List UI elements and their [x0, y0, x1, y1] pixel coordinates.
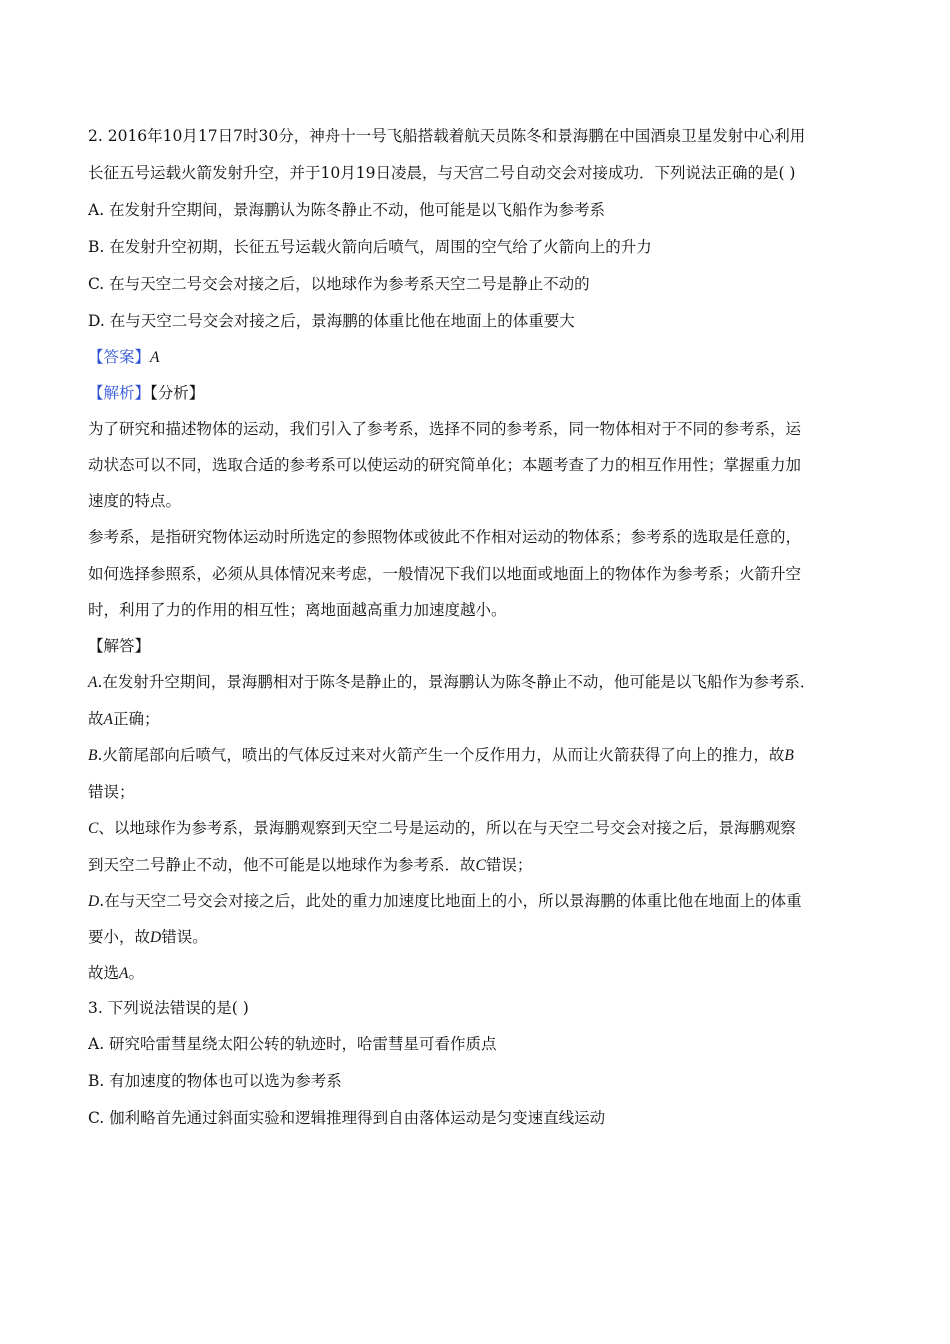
- q2-option-b: B. 在发射升空初期，长征五号运载火箭向后喷气，周围的空气给了火箭向上的升力: [88, 238, 652, 256]
- analysis-sub-label: 【分析】: [150, 384, 205, 402]
- answer-value: A: [150, 349, 160, 366]
- sol-d2-letter: D: [150, 929, 162, 946]
- sol-b-letter: B: [88, 747, 98, 764]
- answer-label: 【答案】: [88, 348, 151, 366]
- q2-option-c: C. 在与天空二号交会对接之后，以地球作为参考系天空二号是静止不动的: [88, 275, 590, 293]
- solution-a-line1: [88, 672, 815, 693]
- final-pre: 故选: [88, 964, 120, 982]
- solution-a-line2: [88, 709, 160, 730]
- analysis-para1-line1: 为了研究和描述物体的运动，我们引入了参考系，选择不同的参考系，同一物体相对于不同的参考系，运: [88, 420, 802, 438]
- sol-c-letter: C: [88, 820, 99, 837]
- solution-b-line2: 错误；: [88, 783, 135, 801]
- analysis-label: 【解析】: [88, 384, 151, 402]
- q3-option-b: B. 有加速度的物体也可以选为参考系: [88, 1072, 342, 1090]
- solution-c-line2: [88, 855, 532, 876]
- q2-option-a: A. 在发射升空期间，景海鹏认为陈冬静止不动，他可能是以飞船作为参考系: [88, 201, 606, 219]
- final-letter: A: [119, 965, 129, 982]
- solution-d-line2: [88, 927, 208, 948]
- q3-option-c: C. 伽利略首先通过斜面实验和逻辑推理得到自由落体运动是匀变速直线运动: [88, 1109, 606, 1127]
- sol-a2-post: 正确；: [112, 710, 160, 728]
- sol-a2-pre: 故: [88, 710, 104, 728]
- sol-d-letter: D: [88, 893, 100, 910]
- sol-b-end-letter: B: [784, 747, 794, 764]
- final-choice: [88, 963, 144, 984]
- q3-option-a: A. 研究哈雷彗星绕太阳公转的轨迹时，哈雷彗星可看作质点: [88, 1035, 497, 1053]
- sol-d2-post: 错误。: [161, 928, 208, 946]
- q2-option-d: D. 在与天空二号交会对接之后，景海鹏的体重比他在地面上的体重要大: [88, 312, 575, 330]
- sol-a2-letter: A: [103, 711, 113, 728]
- solution-label: 【解答】: [88, 637, 151, 655]
- q2-answer: [88, 347, 159, 368]
- sol-a-letter: A: [88, 674, 98, 691]
- analysis-para1-line3: 速度的特点。: [88, 492, 182, 510]
- solution-d-line1: [88, 891, 802, 912]
- final-post: 。: [128, 964, 144, 982]
- sol-c2-post: 错误；: [485, 856, 533, 874]
- q3-stem: 3. 下列说法错误的是( ): [88, 999, 249, 1017]
- q2-stem-line1: 2. 2016年10月17日7时30分，神舟十一号飞船搭载着航天员陈冬和景海鹏在中国酒泉卫星发射中心利用: [88, 127, 806, 145]
- solution-c-line1: [88, 818, 796, 839]
- q2-stem-line2: 长征五号运载火箭发射升空，并于10月19日凌晨，与天宫二号自动交会对接成功．下列说法正确的是( ): [88, 164, 796, 182]
- solution-b-line1: [88, 745, 794, 766]
- sol-d-text: .在与天空二号交会对接之后，此处的重力加速度比地面上的小，所以景海鹏的体重比他在地面上的体重: [99, 892, 802, 910]
- sol-c2-pre: 到天空二号静止不动，他不可能是以地球作为参考系．故: [88, 856, 476, 874]
- sol-d2-pre: 要小，故: [88, 928, 151, 946]
- sol-a-text: .在发射升空期间，景海鹏相对于陈冬是静止的，景海鹏认为陈冬静止不动，他可能是以飞船作为参考系．: [97, 673, 816, 691]
- analysis-para2-line2: 如何选择参照系，必须从具体情况来考虑，一般情况下我们以地面或地面上的物体作为参考系；火箭升空: [88, 565, 802, 583]
- analysis-para2-line1: 参考系，是指研究物体运动时所选定的参照物体或彼此不作相对运动的物体系；参考系的选取是任意的，: [88, 528, 802, 546]
- sol-c2-letter: C: [475, 857, 486, 874]
- sol-c-text: 、以地球作为参考系，景海鹏观察到天空二号是运动的，所以在与天空二号交会对接之后，景海鹏观察: [98, 819, 796, 837]
- analysis-para1-line2: 动状态可以不同，选取合适的参考系可以使运动的研究简单化；本题考查了力的相互作用性；掌握重力加: [88, 456, 802, 474]
- q2-analysis-heading: [88, 383, 204, 403]
- analysis-para2-line3: 时，利用了力的作用的相互性；离地面越高重力加速度越小。: [88, 601, 507, 619]
- sol-b-text: .火箭尾部向后喷气，喷出的气体反过来对火箭产生一个反作用力，从而让火箭获得了向上的推力，故: [97, 746, 785, 764]
